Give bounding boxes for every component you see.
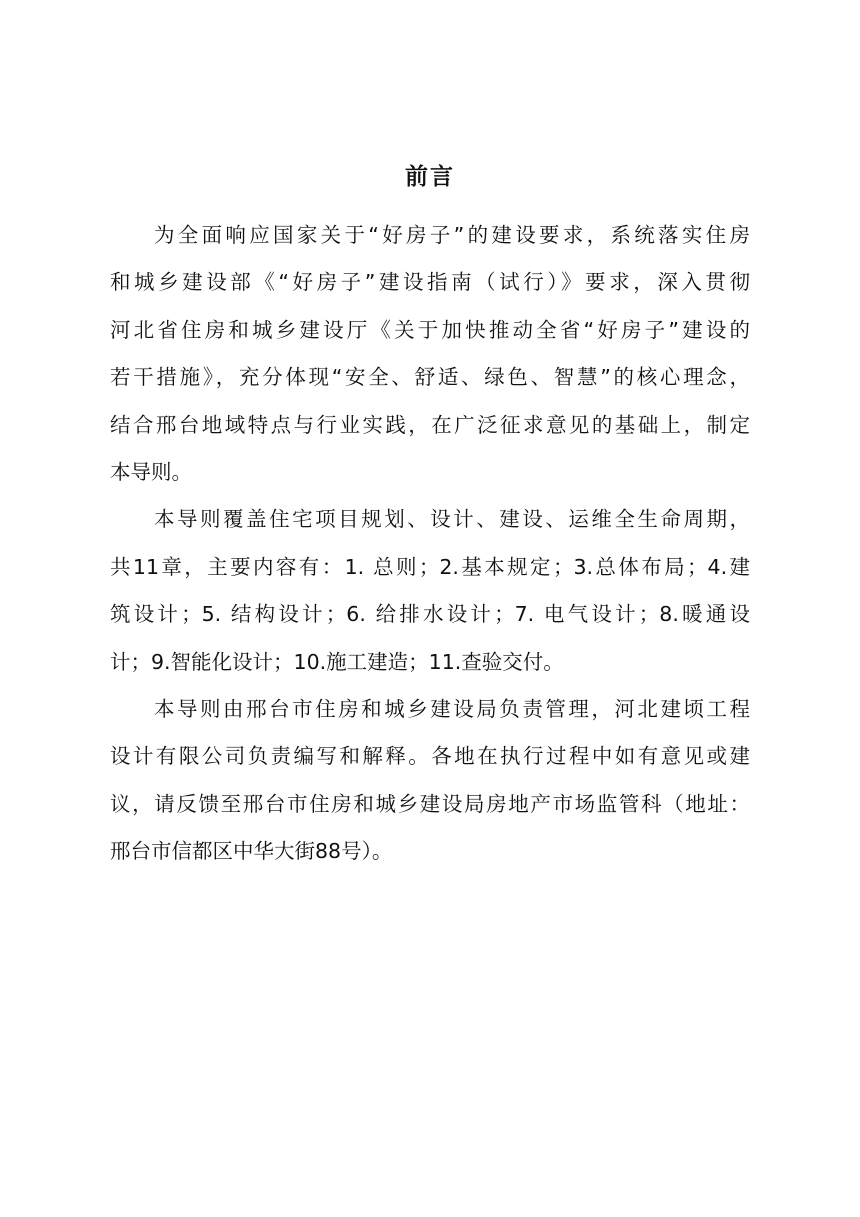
text-line: 共11章，主要内容有：1. 总则；2.基本规定；3.总体布局；4.建: [110, 554, 750, 579]
paragraph-purpose: [110, 212, 750, 496]
text-line: 邢台市信都区中华大街88号）。: [110, 839, 393, 864]
text-line: 结合邢台地域特点与行业实践，在广泛征求意见的基础上，制定: [110, 412, 750, 437]
page-title: 前言: [405, 164, 455, 190]
paragraph-scope: [110, 496, 750, 686]
text-line: 议，请反馈至邢台市住房和城乡建设局房地产市场监管科（地址：: [110, 791, 750, 816]
text-line: 若干措施》，充分体现“安全、舒适、绿色、智慧”的核心理念，: [110, 365, 750, 390]
text-line: 河北省住房和城乡建设厅《关于加快推动全省“好房子”建设的: [110, 317, 750, 342]
text-line: 本导则覆盖住宅项目规划、设计、建设、运维全生命周期，: [154, 507, 750, 532]
text-line: 设计有限公司负责编写和解释。各地在执行过程中如有意见或建: [110, 744, 750, 769]
text-line: 本导则由邢台市住房和城乡建设局负责管理，河北建顷工程: [154, 696, 750, 721]
text-line: 和城乡建设部《“好房子”建设指南（试行）》要求，深入贯彻: [110, 270, 750, 295]
text-line: 筑设计；5. 结构设计；6. 给排水设计；7. 电气设计；8.暖通设: [110, 602, 750, 627]
text-line: 计；9.智能化设计；10.施工建造；11.查验交付。: [110, 649, 564, 674]
paragraph-management: [110, 686, 750, 876]
text-line: 本导则。: [110, 459, 192, 484]
document-body: [110, 212, 750, 875]
text-line: 为全面响应国家关于“好房子”的建设要求，系统落实住房: [154, 223, 750, 247]
